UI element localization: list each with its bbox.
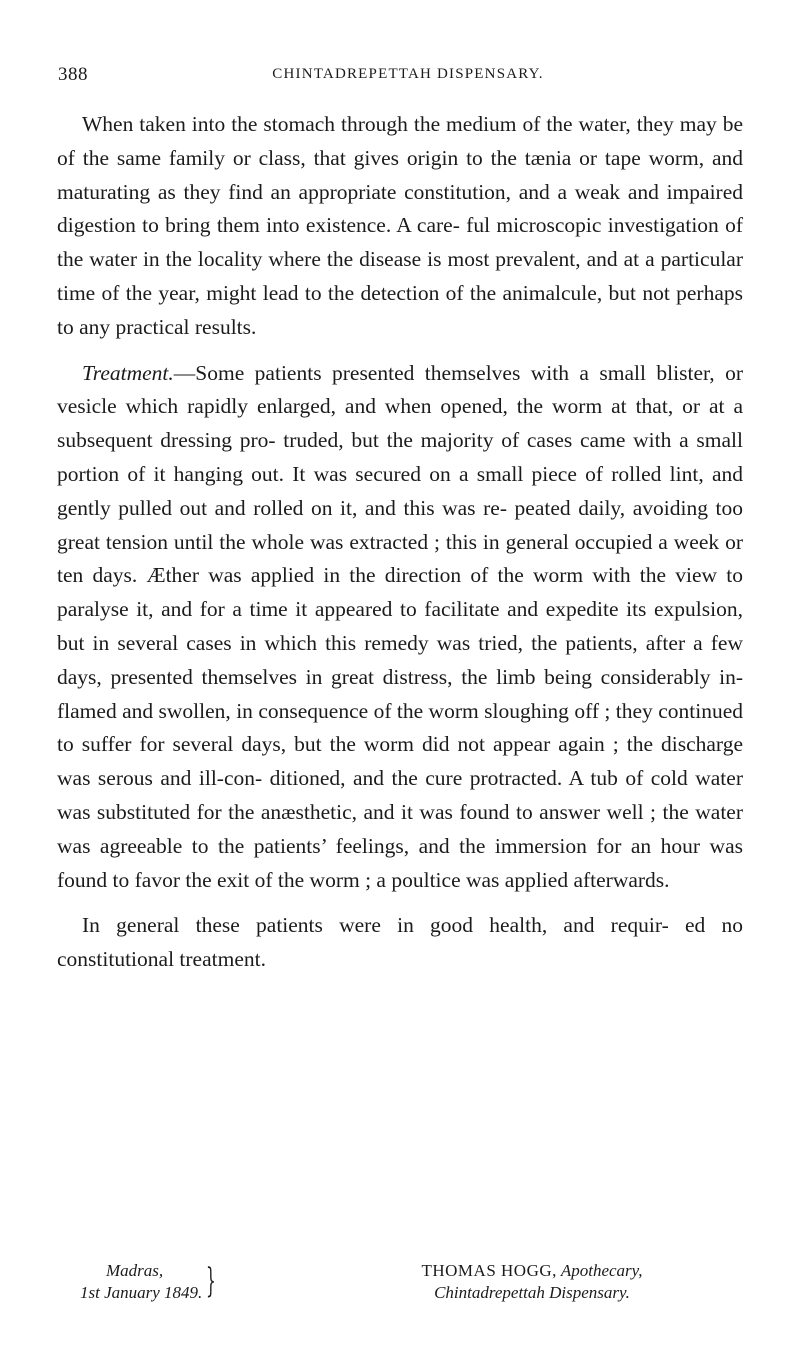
treatment-heading: Treatment. bbox=[82, 360, 174, 385]
paragraph-text: —Some patients presented themselves with a small blister, or vesicle which rapidly enlarged, and when opened, the worm at that, or at a subsequent dressing pro- truded, but the majority of cases came with a small portion of it hanging out. It was secured on a small piece of rolled lint, and gently pulled out and rolled on it, and this was re- peated daily, avoiding too great tension until the whole was extracted ; this in general occupied a week or ten days. Æther was applied in the direction of the worm with the view to paralyse it, and for a time it appeared to facilitate and expedite its expulsion, but in several cases in which this remedy was tried, the patients, after a few days, presented themselves in great distress, the limb being considerably in- flamed and swollen, in consequence of the worm sloughing off ; they continued to suffer for several days, but the worm did not appear again ; the discharge was serous and ill-con- ditioned, and the cure protracted. A tub of cold water was substituted for the anæsthetic, and it was found to answer well ; the water was agreeable to the patients’ feelings, and the immersion for an hour was found to favor the exit of the worm ; a poultice was applied afterwards. bbox=[57, 360, 743, 892]
paragraph-treatment bbox=[57, 357, 743, 898]
signature-author-line bbox=[312, 1260, 752, 1282]
paragraph-text: When taken into the stomach through the medium of the water, they may be of the same family or class, that gives origin to the tænia or tape worm, and maturating as they find an appropriate constitution, and a weak and impaired digestion to bring them into existence. A care- ful microscopic investigation of the water in the locality where the disease is most prevalent, and at a particular time of the year, might lead to the detection of the animalcule, but not perhaps to any practical results. bbox=[57, 112, 743, 339]
signature-place: Madras, bbox=[106, 1261, 164, 1280]
signature-block bbox=[80, 1260, 740, 1310]
running-head: CHINTADREPETTAH DISPENSARY. bbox=[272, 66, 544, 82]
author-institution: Chintadrepettah Dispensary. bbox=[434, 1283, 630, 1302]
body-text bbox=[57, 108, 743, 977]
paragraph-general-health bbox=[57, 909, 743, 977]
author-title: Apothecary, bbox=[556, 1261, 643, 1280]
paragraph-animalcule bbox=[57, 108, 743, 345]
signature-place-date bbox=[80, 1260, 202, 1304]
page-header bbox=[58, 64, 738, 90]
signature-date-rest: January 1849. bbox=[99, 1283, 203, 1302]
author-name: THOMAS HOGG, bbox=[421, 1261, 557, 1280]
signature-date bbox=[80, 1283, 202, 1302]
signature-date-ordinal: 1st bbox=[80, 1283, 100, 1302]
page-number: 388 bbox=[58, 64, 88, 85]
paragraph-text: In general these patients were in good health, and requir- ed no constitutional treatment. bbox=[57, 913, 743, 972]
signature-author bbox=[312, 1260, 752, 1304]
signature-brace: } bbox=[206, 1261, 216, 1301]
